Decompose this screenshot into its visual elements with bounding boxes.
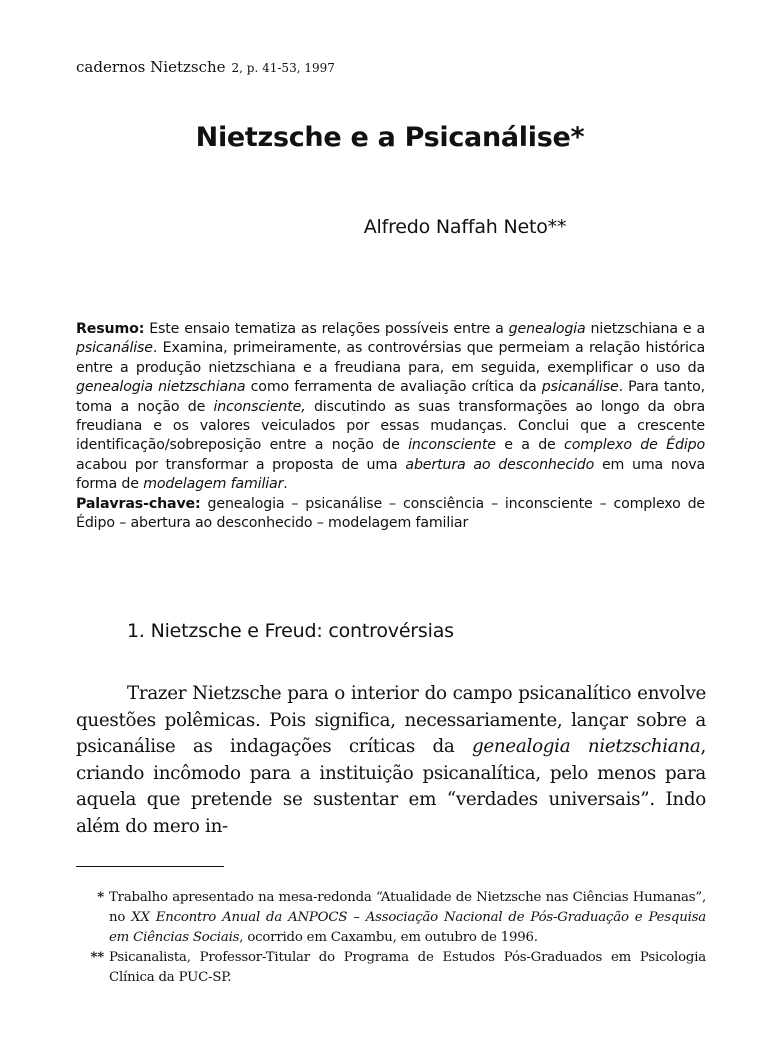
body-text-run: , criando incômodo para a instituição psicanalítica, pelo menos para aquela que pretende se sustentar em “verdades universais”. Indo além do mero in-: [76, 736, 706, 837]
abstract-emphasis: genealogia: [508, 321, 586, 337]
footnote-1: [76, 888, 706, 948]
body-emphasis: genealogia nietzschiana: [472, 736, 701, 758]
abstract-emphasis: inconsciente,: [213, 398, 306, 415]
abstract-text: como ferramenta de avaliação crítica da: [245, 379, 542, 396]
abstract-block: [76, 320, 705, 533]
abstract-emphasis: complexo de Édipo: [564, 437, 705, 454]
keywords-list: genealogia – psicanálise – consciência – inconsciente – complexo de Édipo – abertura ao desconhecido – modelagem familiar: [76, 495, 705, 532]
section-heading: 1. Nietzsche e Freud: controvérsias: [127, 620, 454, 642]
article-author: Alfredo Naffah Neto**: [363, 216, 567, 238]
abstract-text: . Para tanto, toma a noção de: [76, 379, 705, 415]
footnote-marker: **: [90, 950, 104, 965]
footnote-marker: *: [97, 890, 104, 905]
abstract-text: Este ensaio tematiza as relações possíveis entre a: [144, 321, 509, 337]
footnote-2: [76, 948, 706, 988]
abstract-paragraph: [76, 320, 705, 495]
article-title: Nietzsche e a Psicanálise*: [195, 122, 585, 153]
abstract-emphasis: modelagem familiar: [143, 476, 284, 493]
footnote-text: Trabalho apresentado na mesa-redonda “Atualidade de Nietzsche nas Ciências Humanas”, no: [109, 890, 706, 925]
footnote-text: Psicanalista, Professor-Titular do Programa de Estudos Pós-Graduados em Psicologia Clínica da PUC-SP.: [109, 950, 706, 985]
abstract-emphasis: abertura ao desconhecido: [405, 456, 595, 473]
abstract-emphasis: inconsciente: [408, 437, 496, 454]
footnotes: [76, 888, 706, 988]
footnote-divider: [76, 866, 224, 867]
footnote-text: , ocorrido em Caxambu, em outubro de 1996.: [239, 930, 538, 945]
body-text-run: Trazer Nietzsche para o interior do campo psicanalítico envolve questões polêmicas. Pois significa, necessariamente, lançar sobre a psicanálise as indagações críticas da: [76, 683, 706, 758]
body-paragraph: [76, 681, 706, 841]
footnote-emphasis: XX Encontro Anual da ANPOCS – Associação Nacional de Pós-Graduação e Pesquisa em Ciências Sociais: [109, 910, 706, 945]
abstract-text: nietzschiana e a: [585, 321, 705, 337]
abstract-text: .: [283, 476, 288, 493]
journal-name: cadernos Nietzsche: [76, 58, 226, 76]
abstract-text: . Examina, primeiramente, as controvérsias que permeiam a relação histórica entre a produção nietzschiana e a freudiana para, em seguida, exemplificar o uso da: [76, 340, 705, 376]
keywords-paragraph: [76, 495, 705, 534]
abstract-emphasis: psicanálise: [541, 379, 619, 396]
journal-citation: 2, p. 41-53, 1997: [231, 61, 335, 75]
abstract-text: discutindo as suas transformações ao longo da obra freudiana e os valores veiculados por essas mudanças. Conclui que a crescente identificação/sobreposição entre a noção de: [76, 398, 706, 454]
abstract-text: em uma nova forma de: [76, 456, 706, 493]
body-text: [76, 681, 706, 841]
abstract-text: e a de: [495, 437, 565, 454]
keywords-label: Palavras-chave:: [76, 495, 201, 512]
abstract-emphasis: psicanálise: [76, 340, 153, 357]
abstract-label: Resumo:: [76, 321, 145, 337]
abstract-text: acabou por transformar a proposta de uma: [76, 456, 406, 473]
running-head: [76, 58, 335, 76]
abstract-emphasis: genealogia nietzschiana: [76, 379, 246, 396]
